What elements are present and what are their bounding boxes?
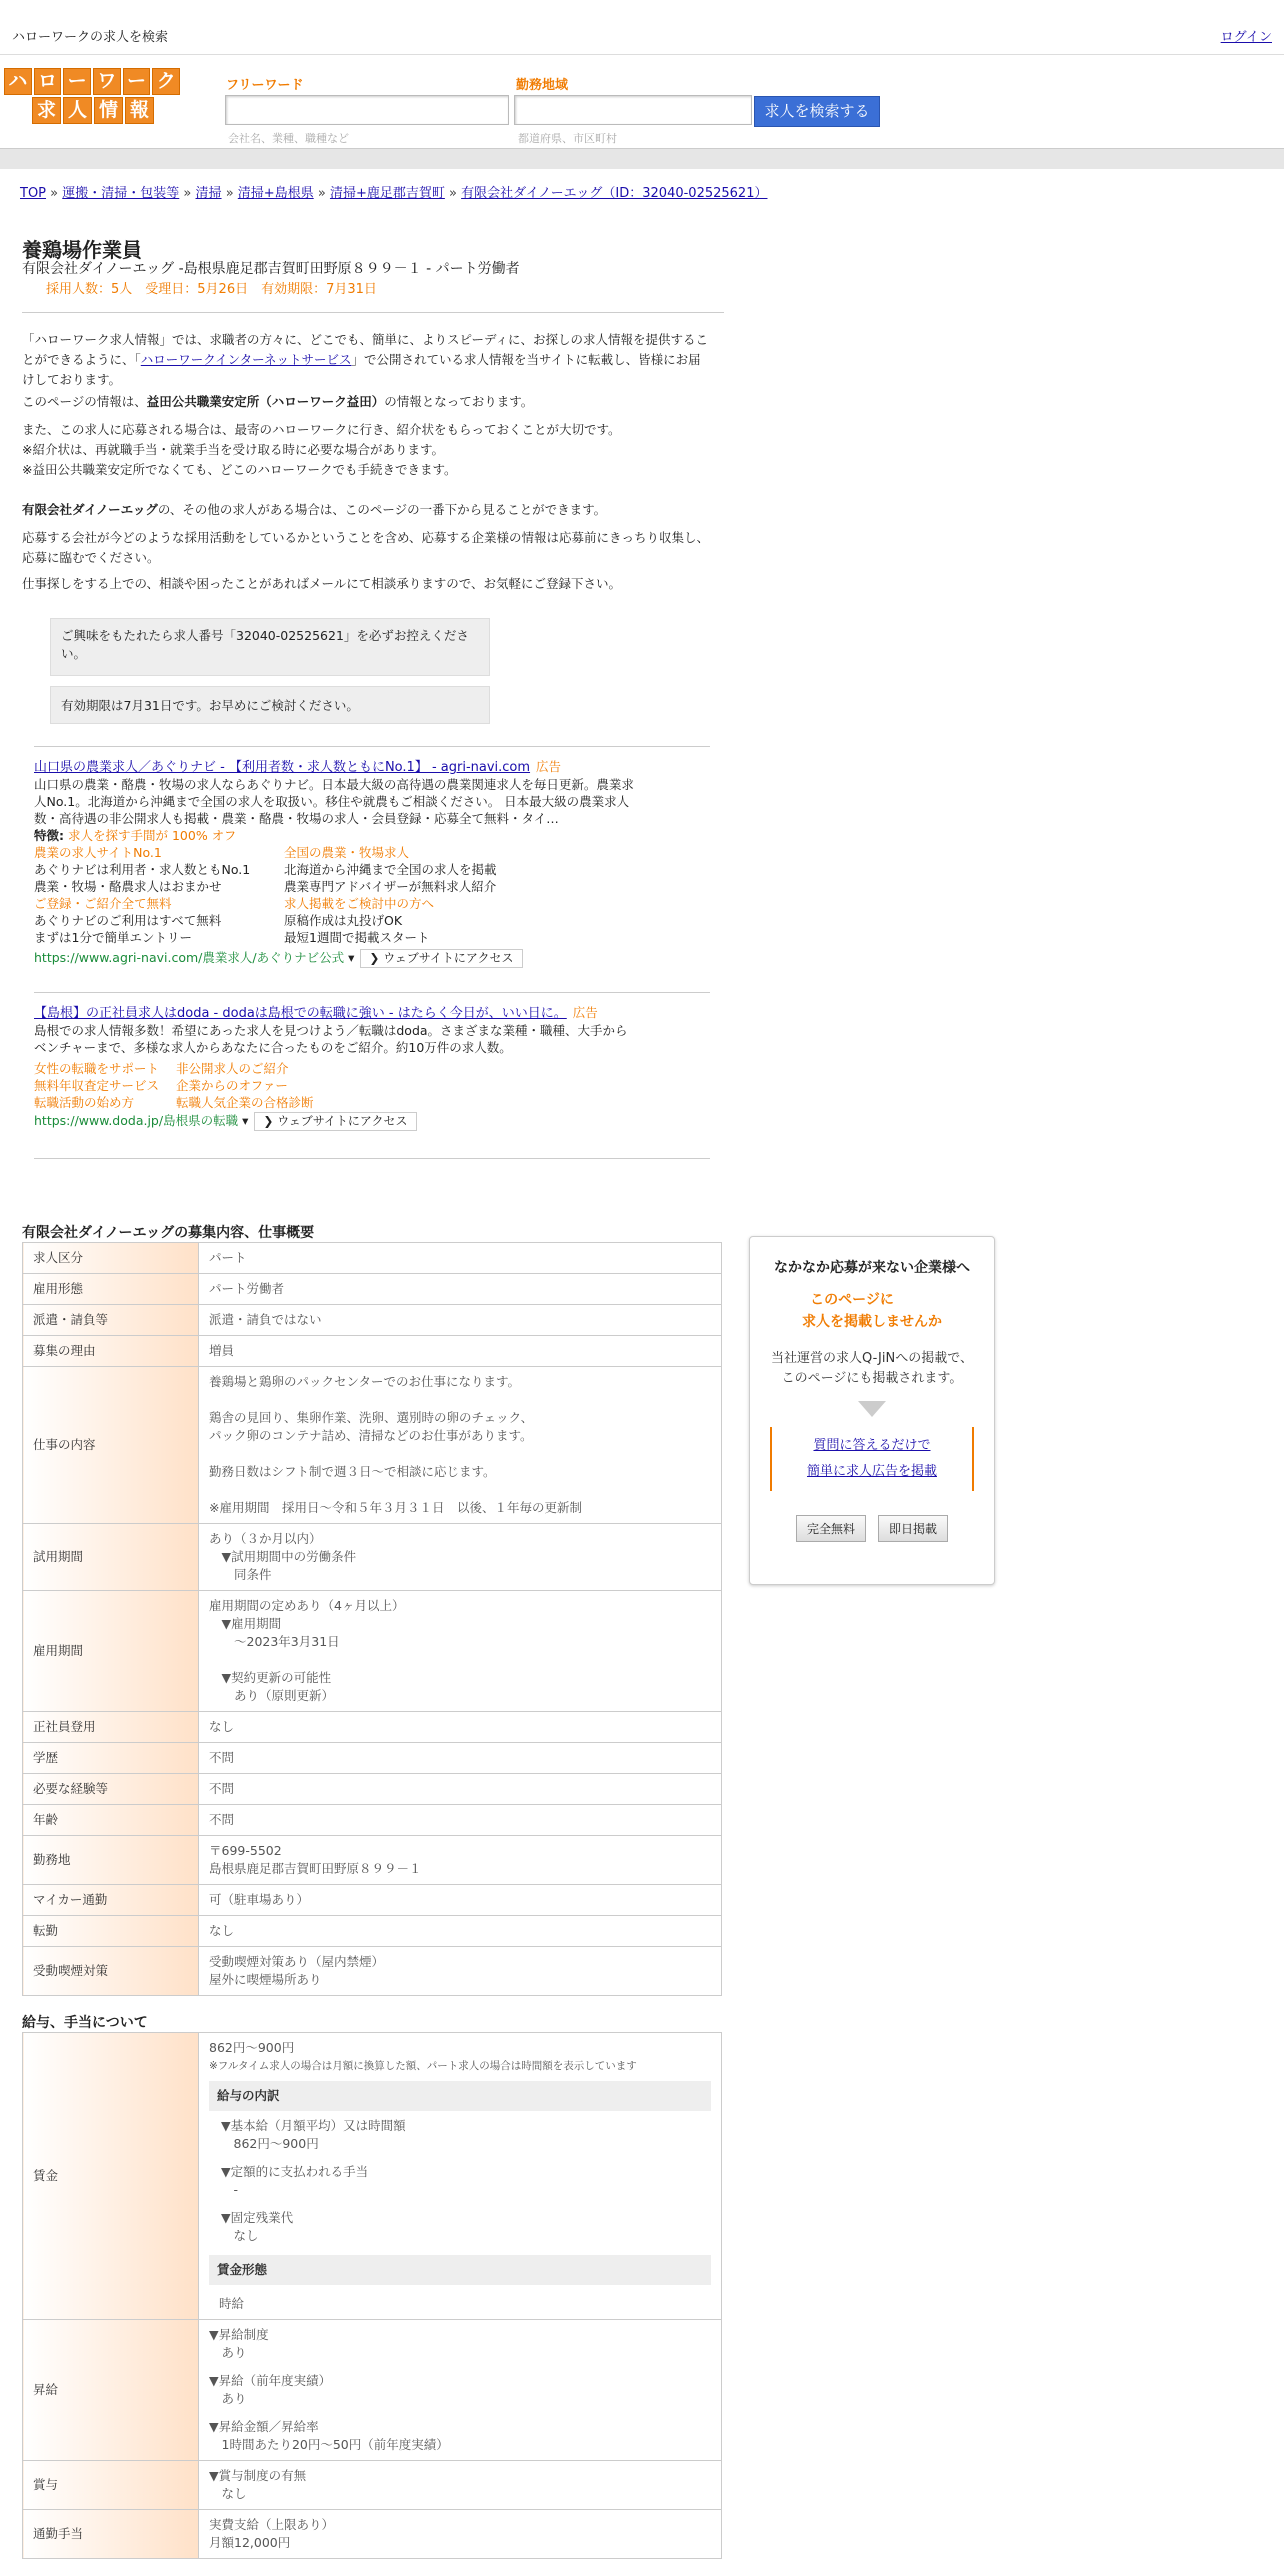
row-value: 不問 xyxy=(199,1774,722,1805)
breadcrumb: TOP » 運搬・清掃・包装等 » 清掃 » 清掃+島根県 » 清掃+鹿足郡吉賀町 » 有限会社ダイノーエッグ（ID：32040-02525621） xyxy=(20,186,768,201)
row-value: あり（３か月以内） ▼試用期間中の労働条件 同条件 xyxy=(199,1524,722,1591)
table-row xyxy=(23,1743,722,1774)
salary-table xyxy=(22,2032,722,2559)
promo-link-questions[interactable]: 質問に答えるだけで xyxy=(813,1438,931,1453)
promo-title: なかなか応募が来ない企業様へ xyxy=(774,1260,970,1276)
row-key: 受動喫煙対策 xyxy=(23,1947,199,1996)
table-row xyxy=(23,1774,722,1805)
keyword-label: フリーワード xyxy=(226,78,304,93)
area-label: 勤務地域 xyxy=(516,78,569,93)
job-title: 養鶏場作業員 xyxy=(22,238,142,262)
ad-tag: 広告 xyxy=(536,759,562,774)
row-key: 勤務地 xyxy=(23,1836,199,1885)
table-row xyxy=(23,1367,722,1524)
row-key: 正社員登用 xyxy=(23,1712,199,1743)
promo-description: 当社運営の求人Q-JiNへの掲載で、 このページにも掲載されます。 xyxy=(771,1351,973,1386)
login-link[interactable]: ログイン xyxy=(1220,30,1272,45)
ad-title-link[interactable]: 山口県の農業求人／あぐりナビ - 【利用者数・求人数ともにNo.1】 - agri-navi.com xyxy=(34,760,531,775)
keyword-input[interactable] xyxy=(225,95,509,125)
row-key: 派遣・請負等 xyxy=(23,1305,199,1336)
ad-sitelink[interactable]: 求人掲載をご検討中の方へ 原稿作成は丸投げOK 最短1週間で掲載スタート xyxy=(284,896,435,945)
hellowork-service-link[interactable]: ハローワークインターネットサービス xyxy=(140,352,352,367)
chevron-down-icon[interactable]: ▾ xyxy=(348,950,355,965)
row-value: パート労働者 xyxy=(199,1274,722,1305)
row-key: 学歴 xyxy=(23,1743,199,1774)
row-value: 派遣・請負ではない xyxy=(199,1305,722,1336)
other-jobs-note: 有限会社ダイノーエッグの、その他の求人がある場合は、このページの一番下から見ることができます。 xyxy=(22,502,607,517)
breadcrumb-prefecture[interactable]: 清掃+島根県 xyxy=(237,186,314,201)
row-value: 〒699-5502 島根県鹿足郡吉賀町田野原８９９－１ xyxy=(199,1836,722,1885)
row-value: 養鶏場と鶏卵のパックセンターでのお仕事になります。 鶏舎の見回り、集卵作業、洗卵、選別時の卵のチェック、 パック卵のコンテナ詰め、清掃などのお仕事があります。 勤務日数はシフト制で週３日～で相談に応じます。 ※雇用期間 採用日～令和５年３月３１日 以後、１年毎の更新制 xyxy=(199,1367,722,1524)
job-number-notice: ご興味をもたれたら求人番号「32040-02525621」を必ずお控えください。 xyxy=(50,618,490,676)
row-value: なし xyxy=(199,1916,722,1947)
row-key: 雇用期間 xyxy=(23,1591,199,1712)
row-key: 賞与 xyxy=(23,2461,199,2510)
ad-description: 山口県の農業・酪農・牧場の求人ならあぐりナビ。日本最大級の高待遇の農業関連求人を毎日更新。農業求人No.1。北海道から沖縄まで全国の求人を取扱い。移住や就農もご相談ください。 日本最大級の農業求人数・高待遇の非公開求人も掲載・農業・酪農・牧場の求人・会員登録・応募全て無料・タイ… xyxy=(34,777,634,826)
row-key: 仕事の内容 xyxy=(23,1367,199,1524)
intro-paragraph: 「ハローワーク求人情報」では、求職者の方々に、どこでも、簡単に、よりスピーディに、お探しの求人情報を提供することができるように、「ハローワークインターネットサービス」で公開されている求人情報を当サイトに転載し、皆様にお届けしております。 xyxy=(22,332,709,387)
row-value: 可（駐車場あり） xyxy=(199,1885,722,1916)
search-button[interactable]: 求人を検索する xyxy=(754,96,880,127)
logo-char: 人 xyxy=(63,97,92,124)
table-row xyxy=(23,1885,722,1916)
row-value: 受動喫煙対策あり（屋内禁煙） 屋外に喫煙場所あり xyxy=(199,1947,722,1996)
row-value: 862円〜900円 ※フルタイム求人の場合は月額に換算した額、パート求人の場合は時間額を表示しています 給与の内訳 ▼基本給（月額平均）又は時間額 862円〜900円 ▼定額的に支払われる手当 - ▼固定残業代 なし 賃金形態 時給 xyxy=(199,2033,722,2320)
breadcrumb-top[interactable]: TOP xyxy=(20,186,47,201)
site-logo[interactable] xyxy=(4,68,180,124)
wage-form-heading: 賃金形態 xyxy=(209,2255,711,2285)
ad-sitelink[interactable]: 農業の求人サイトNo.1 あぐりナビは利用者・求人数ともNo.1 農業・牧場・酪農求人はおまかせ xyxy=(34,845,251,894)
logo-char: ー xyxy=(123,68,151,95)
row-key: 年齢 xyxy=(23,1805,199,1836)
ad-sitelink[interactable]: 全国の農業・牧場求人 北海道から沖縄まで全国の求人を掲載 農業専門アドバイザーが無料求人紹介 xyxy=(284,845,497,894)
breadcrumb-company[interactable]: 有限会社ダイノーエッグ（ID：32040-02525621） xyxy=(461,186,768,201)
chevron-right-icon: ❯ xyxy=(369,951,380,965)
research-note: 応募する会社が今どのような採用活動をしているかということを含め、応募する企業様の情報は応募前にきっちり収集し、応募に臨むでください。 xyxy=(22,530,710,565)
row-value: 雇用期間の定めあり（4ヶ月以上） ▼雇用期間 〜2023年3月31日 ▼契約更新の可能性 あり（原則更新） xyxy=(199,1591,722,1712)
table-row xyxy=(23,1712,722,1743)
logo-char: ク xyxy=(152,68,180,95)
row-key: 通勤手当 xyxy=(23,2510,199,2559)
row-key: マイカー通勤 xyxy=(23,1885,199,1916)
ad-sitelink-row[interactable]: 女性の転職をサポート 非公開求人のご紹介 xyxy=(34,1061,289,1076)
breadcrumb-category[interactable]: 運搬・清掃・包装等 xyxy=(62,186,180,201)
row-value: ▼昇給制度 あり ▼昇給（前年度実績） あり ▼昇給金額／昇給率 1時間あたり20円〜50円（前年度実績） xyxy=(199,2320,722,2461)
logo-char: ワ xyxy=(93,68,121,95)
row-key: 転勤 xyxy=(23,1916,199,1947)
row-value: 不問 xyxy=(199,1743,722,1774)
ad-url[interactable]: https://www.doda.jp/島根県の転職 xyxy=(34,1113,239,1128)
logo-char: 情 xyxy=(94,97,123,124)
row-value: 不問 xyxy=(199,1805,722,1836)
ad-tag: 広告 xyxy=(572,1005,598,1020)
row-value: 実費支給（上限あり） 月額12,000円 xyxy=(199,2510,722,2559)
row-key: 賃金 xyxy=(23,2033,199,2320)
salary-section-title: 給与、手当について xyxy=(22,2015,148,2031)
employer-promo-box xyxy=(749,1236,995,1585)
source-office-text: このページの情報は、益田公共職業安定所（ハローワーク益田）の情報となっております。 xyxy=(22,394,534,409)
table-row xyxy=(23,2320,722,2461)
table-row xyxy=(23,2033,722,2320)
logo-char: ロ xyxy=(34,68,62,95)
divider xyxy=(34,1158,710,1159)
table-row xyxy=(23,1916,722,1947)
table-row xyxy=(23,1274,722,1305)
area-input[interactable] xyxy=(514,95,752,125)
row-value: なし xyxy=(199,1712,722,1743)
ad-url[interactable]: https://www.agri-navi.com/農業求人/あぐりナビ公式 xyxy=(34,950,345,965)
ad-sitelink-row[interactable]: 無料年収査定サービス 企業からのオファー xyxy=(34,1078,288,1093)
row-key: 試用期間 xyxy=(23,1524,199,1591)
ad-agri-navi: 山口県の農業求人／あぐりナビ - 【利用者数・求人数ともにNo.1】 - agri-navi.com 広告 山口県の農業・酪農・牧場の求人ならあぐりナビ。日本最大級の高待遇の農業関連求人を毎日更新。農業求人No.1。北海道から沖縄まで全国の求人を取扱い。移住や就農もご相談ください。 日本最大級の農業求人数・高待遇の非公開求人も掲載・農業・酪農・牧場の求人・会員登録・応募全て無料・タイ… 特徴: 求人を探す手間が 100% オフ 農業の求人サイトNo.1 あぐりナビは利用者・求人数ともNo.1 農業・牧場・酪農求人はおまかせ 全国の農業・牧場求人 北海道から沖縄まで全国の求人を掲載 農業専門アドバイザーが無料求人紹介 ご登録・ご紹介全て無料 あぐりナビのご利用はすべて無料 まずは1分で簡単エントリー 求人掲載をご検討中の方へ 原稿作成は丸投げOK 最短1週間で掲載スタート https://www.agri-navi.com/農業求人/あぐりナビ公式 ▾ ❯ ウェブサイトにアクセス xyxy=(34,758,634,968)
breadcrumb-town[interactable]: 清掃+鹿足郡吉賀町 xyxy=(329,186,445,201)
table-row xyxy=(23,1243,722,1274)
row-key: 求人区分 xyxy=(23,1243,199,1274)
company-line: 有限会社ダイノーエッグ -島根県鹿足郡吉賀町田野原８９９－１ - パート労働者 xyxy=(22,261,520,277)
divider xyxy=(34,746,710,747)
table-row xyxy=(23,1947,722,1996)
row-key: 雇用形態 xyxy=(23,1274,199,1305)
row-key: 昇給 xyxy=(23,2320,199,2461)
table-row xyxy=(23,1524,722,1591)
details-section-title: 有限会社ダイノーエッグの募集内容、仕事概要 xyxy=(22,1225,315,1241)
table-row xyxy=(23,1305,722,1336)
ad-sitelink-row[interactable]: 転職活動の始め方 転職人気企業の合格診断 xyxy=(34,1095,314,1110)
header-divider xyxy=(0,148,1284,169)
table-row xyxy=(23,1836,722,1885)
breakdown-heading: 給与の内訳 xyxy=(209,2081,711,2111)
logo-char: ー xyxy=(63,68,91,95)
site-tagline: ハローワークの求人を検索 xyxy=(12,30,169,45)
row-key: 募集の理由 xyxy=(23,1336,199,1367)
breadcrumb-subcategory[interactable]: 清掃 xyxy=(195,186,222,201)
logo-char: ハ xyxy=(4,68,32,95)
row-key: 必要な経験等 xyxy=(23,1774,199,1805)
details-table xyxy=(22,1242,722,1996)
ad-sitelink[interactable]: ご登録・ご紹介全て無料 あぐりナビのご利用はすべて無料 まずは1分で簡単エントリー xyxy=(34,896,222,945)
promo-offer: このページに 求人を掲載しませんか xyxy=(802,1292,942,1330)
table-row xyxy=(23,2510,722,2559)
top-bar xyxy=(0,0,1284,55)
chevron-down-icon[interactable]: ▾ xyxy=(242,1113,249,1128)
keyword-placeholder: 会社名、業種、職種など xyxy=(228,132,349,145)
ad-doda xyxy=(34,1004,634,1131)
area-placeholder: 都道府県、市区町村 xyxy=(518,132,617,145)
table-row xyxy=(23,1591,722,1712)
same-day-button[interactable]: 即日掲載 xyxy=(878,1515,948,1542)
visit-website-button[interactable]: ❯ ウェブサイトにアクセス xyxy=(254,1112,416,1131)
divider xyxy=(34,992,710,993)
ad-description: 島根での求人情報多数！希望にあった求人を見つけよう／転職はdoda。さまざまな業種・職種、大手からベンチャーまで、多様な求人からあなたに合ったものをご紹介。約10万件の求人数。 xyxy=(34,1023,628,1055)
row-value: パート xyxy=(199,1243,722,1274)
visit-website-button[interactable]: ❯ ウェブサイトにアクセス xyxy=(360,949,522,968)
job-meta: 採用人数：5人 受理日：5月26日 有効期限：7月31日 xyxy=(46,282,377,297)
arrow-down-icon xyxy=(858,1401,886,1417)
table-row xyxy=(23,1805,722,1836)
free-button[interactable]: 完全無料 xyxy=(796,1515,866,1542)
chevron-right-icon: ❯ xyxy=(263,1114,274,1128)
ad-title-link[interactable]: 【島根】の正社員求人はdoda - dodaは島根での転職に強い - はたらく今日が、いい日に。 xyxy=(34,1006,567,1021)
promo-links xyxy=(770,1427,974,1491)
logo-char: 求 xyxy=(32,97,61,124)
row-value: ▼賞与制度の有無 なし xyxy=(199,2461,722,2510)
expiry-notice: 有効期限は7月31日です。お早めにご検討ください。 xyxy=(50,686,490,724)
apply-note: また、この求人に応募される場合は、最寄のハローワークに行き、紹介状をもらっておくことが大切です。 ※紹介状は、再就職手当・就業手当を受け取る時に必要な場合があります。 ※益田公共職業安定所でなくても、どこのハローワークでも手続きできます。 xyxy=(22,422,621,477)
logo-char: 報 xyxy=(125,97,154,124)
row-value: 増員 xyxy=(199,1336,722,1367)
table-row xyxy=(23,1336,722,1367)
table-row xyxy=(23,2461,722,2510)
promo-link-post[interactable]: 簡単に求人広告を掲載 xyxy=(806,1464,937,1479)
consult-note: 仕事探しをする上での、相談や困ったことがあればメールにて相談承りますので、お気軽にご登録下さい。 xyxy=(22,576,622,591)
divider xyxy=(22,312,724,313)
